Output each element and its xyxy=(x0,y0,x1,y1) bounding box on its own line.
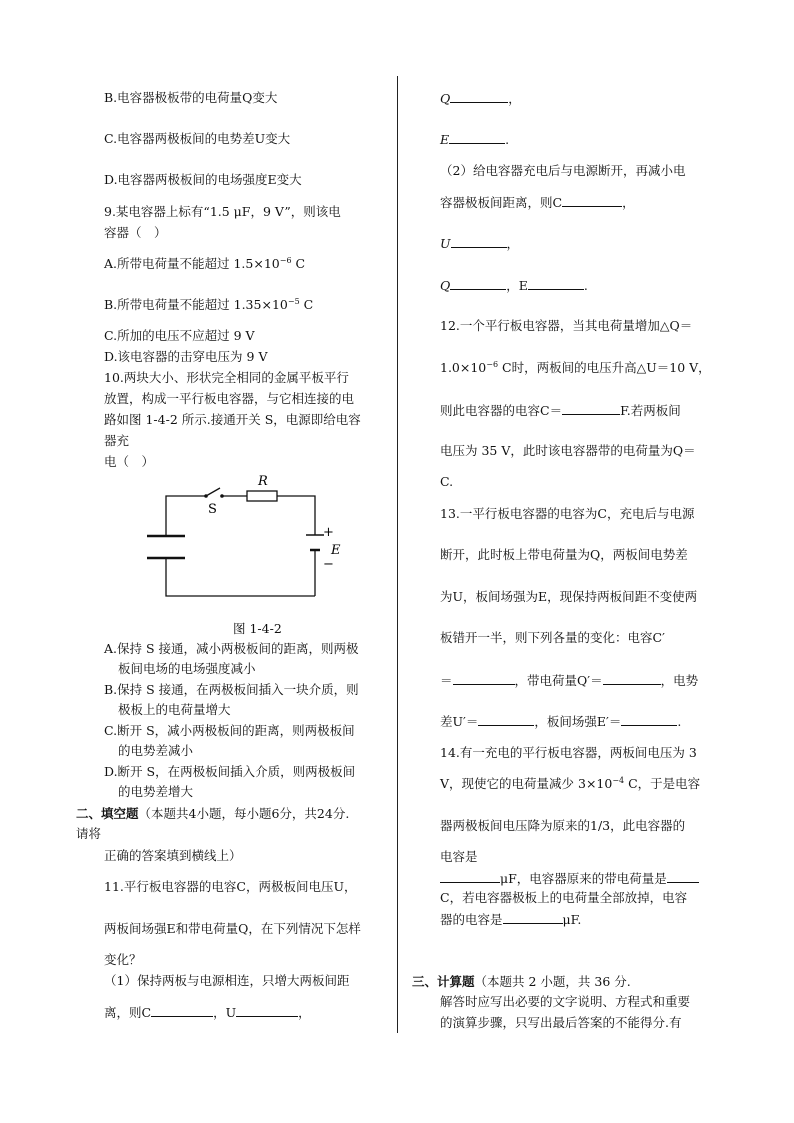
q10-option-c-line2: 的电势差减小 xyxy=(118,743,194,758)
blank-capacitance[interactable] xyxy=(562,402,620,415)
q10-option-c-line1: C.断开 S，减小两极板间的距离，则两极板间 xyxy=(104,723,355,738)
q10-option-b-line1: B.保持 S 接通，在两极板间插入一块介质，则 xyxy=(104,682,359,697)
q11-part1-line2: 离，则C ，U ， xyxy=(104,1005,311,1020)
q9-option-b: B.所带电荷量不能超过 $1.35\times 10^{-5}$ C xyxy=(104,297,314,312)
q11-part2-u-line: U ， xyxy=(440,236,520,251)
resistor-label: R xyxy=(258,474,268,489)
q12-line2: $1.0\times 10^{-6}$ C时，两板间的电压升高△U＝10 V， xyxy=(440,360,711,375)
q11-stem-line1: 11.平行板电容器的电容C，两极板间电压U， xyxy=(104,879,357,894)
blank-c2[interactable] xyxy=(562,194,622,207)
q11-e-line: E . xyxy=(440,132,510,147)
q10-stem-line4: 器充 xyxy=(104,433,130,448)
q14-line7: 器的电容是 μF. xyxy=(440,912,582,927)
resistor xyxy=(247,491,277,501)
q14-line1: 14.有一充电的平行板电容器，两板间电压为 3 xyxy=(440,745,697,760)
section3-heading: 三、计算题（本题共 2 小题，共 36 分. xyxy=(412,974,631,989)
minus-sign: − xyxy=(323,557,334,572)
q10-option-b-line2: 极板上的电荷量增大 xyxy=(118,702,231,717)
figure-caption: 图 1-4-2 xyxy=(233,621,282,636)
q11-part2-line1: （2）给电容器充电后与电源断开，再减小电 xyxy=(440,163,686,178)
q13-line4: 板错开一半，则下列各量的变化：电容C′ xyxy=(440,630,665,645)
section3-heading-line2: 解答时应写出必要的文字说明、方程式和重要 xyxy=(440,994,691,1009)
q12-line4: 电压为 35 V，此时该电容器带的电荷量为Q＝ xyxy=(440,443,696,458)
switch-label: S xyxy=(208,502,217,517)
switch-blade xyxy=(206,488,220,496)
q10-stem-line1: 10.两块大小、形状完全相同的金属平板平行 xyxy=(104,370,349,385)
q10-stem-line2: 放置，构成一平行板电容器，与它相连接的电 xyxy=(104,391,355,406)
blank-c[interactable] xyxy=(151,1004,213,1017)
column-divider xyxy=(397,76,398,1033)
q10-option-d-line1: D.断开 S，在两极板间插入介质，则两极板间 xyxy=(104,764,356,779)
section3-heading-line3: 的演算步骤，只写出最后答案的不能得分.有 xyxy=(440,1015,682,1030)
q11-part2-line2: 容器极板间距离，则C ， xyxy=(440,195,635,210)
q14-line5: μF，电容器原来的带电荷量是 xyxy=(440,870,699,887)
q14-line6: C，若电容器极板上的电荷量全部放掉，电容 xyxy=(440,890,688,905)
circuit-figure xyxy=(140,470,360,610)
q11-part2-qe-line: Q ，E . xyxy=(440,278,588,293)
q13-line5: ＝ ，带电荷量Q′＝ ，电势 xyxy=(440,673,699,688)
q9-option-a: A.所带电荷量不能超过 $1.5\times 10^{-6}$ C xyxy=(104,256,306,271)
blank-u[interactable] xyxy=(236,1004,298,1017)
q14-line4: 电容是 xyxy=(440,849,478,864)
q11-stem-line3: 变化？ xyxy=(104,952,142,967)
blank-q[interactable] xyxy=(450,90,508,103)
q10-stem-line5: 电（ ） xyxy=(104,454,155,469)
blank-q-prime[interactable] xyxy=(603,672,661,685)
blank-u-prime[interactable] xyxy=(478,713,534,726)
blank-u2[interactable] xyxy=(451,235,507,248)
q13-line6: 差U′＝ ，板间场强E′＝ . xyxy=(440,714,682,729)
q8-option-d: D.电容器两极板间的电场强度E变大 xyxy=(104,172,302,187)
blank-capacitance-uf[interactable] xyxy=(440,870,500,883)
q10-option-d-line2: 的电势差增大 xyxy=(118,784,194,799)
q12-line3: 则此电容器的电容C＝ F.若两板间 xyxy=(440,403,681,418)
section2-heading-line3: 正确的答案填到横线上） xyxy=(104,848,242,863)
blank-original-charge[interactable] xyxy=(667,870,699,883)
blank-capacitance-after[interactable] xyxy=(503,911,563,924)
q11-part1-line1: （1）保持两板与电源相连，只增大两板间距 xyxy=(104,973,350,988)
q13-line1: 13.一平行板电容器的电容为C，充电后与电源 xyxy=(440,506,695,521)
q11-stem-line2: 两板间场强E和带电荷量Q，在下列情况下怎样 xyxy=(104,921,361,936)
blank-e2[interactable] xyxy=(528,277,584,290)
blank-q2[interactable] xyxy=(450,277,506,290)
q10-option-a-line1: A.保持 S 接通，减小两极板间的距离，则两极 xyxy=(104,641,359,656)
q13-line2: 断开，此时板上带电荷量为Q，两板间电势差 xyxy=(440,547,688,562)
q11-q-line: Q ， xyxy=(440,91,521,106)
plus-sign: + xyxy=(323,525,334,540)
q13-line3: 为U，板间场强为E，现保持两板间距不变使两 xyxy=(440,589,698,604)
q10-stem-line3: 路如图 1-4-2 所示.接通开关 S，电源即给电容 xyxy=(104,412,361,427)
q8-option-c: C.电容器两极板间的电势差U变大 xyxy=(104,131,291,146)
q9-option-d: D.该电容器的击穿电压为 9 V xyxy=(104,349,268,364)
blank-e[interactable] xyxy=(449,131,505,144)
battery-label: E xyxy=(331,543,341,558)
q9-stem-line2: 容器（ ） xyxy=(104,225,167,240)
section2-heading: 二、填空题（本题共4小题，每小题6分，共24分. xyxy=(76,806,350,821)
blank-c-prime[interactable] xyxy=(453,672,515,685)
q9-option-c: C.所加的电压不应超过 9 V xyxy=(104,328,255,343)
q10-option-a-line2: 板间电场的电场强度减小 xyxy=(118,661,256,676)
q8-option-b: B.电容器极板带的电荷量Q变大 xyxy=(104,90,278,105)
section2-heading-line2: 请将 xyxy=(76,826,102,841)
q12-line5: C. xyxy=(440,474,454,489)
blank-e-prime[interactable] xyxy=(621,713,677,726)
q12-line1: 12.一个平行板电容器，当其电荷量增加△Q＝ xyxy=(440,318,693,333)
q14-line3: 器两极板间电压降为原来的1/3，此电容器的 xyxy=(440,818,686,833)
q14-line2: V，现使它的电荷量减少 $3\times 10^{-4}$ C，于是电容 xyxy=(440,776,701,791)
q9-stem-line1: 9.某电容器上标有“1.5 μF，9 V”，则该电 xyxy=(104,204,341,219)
